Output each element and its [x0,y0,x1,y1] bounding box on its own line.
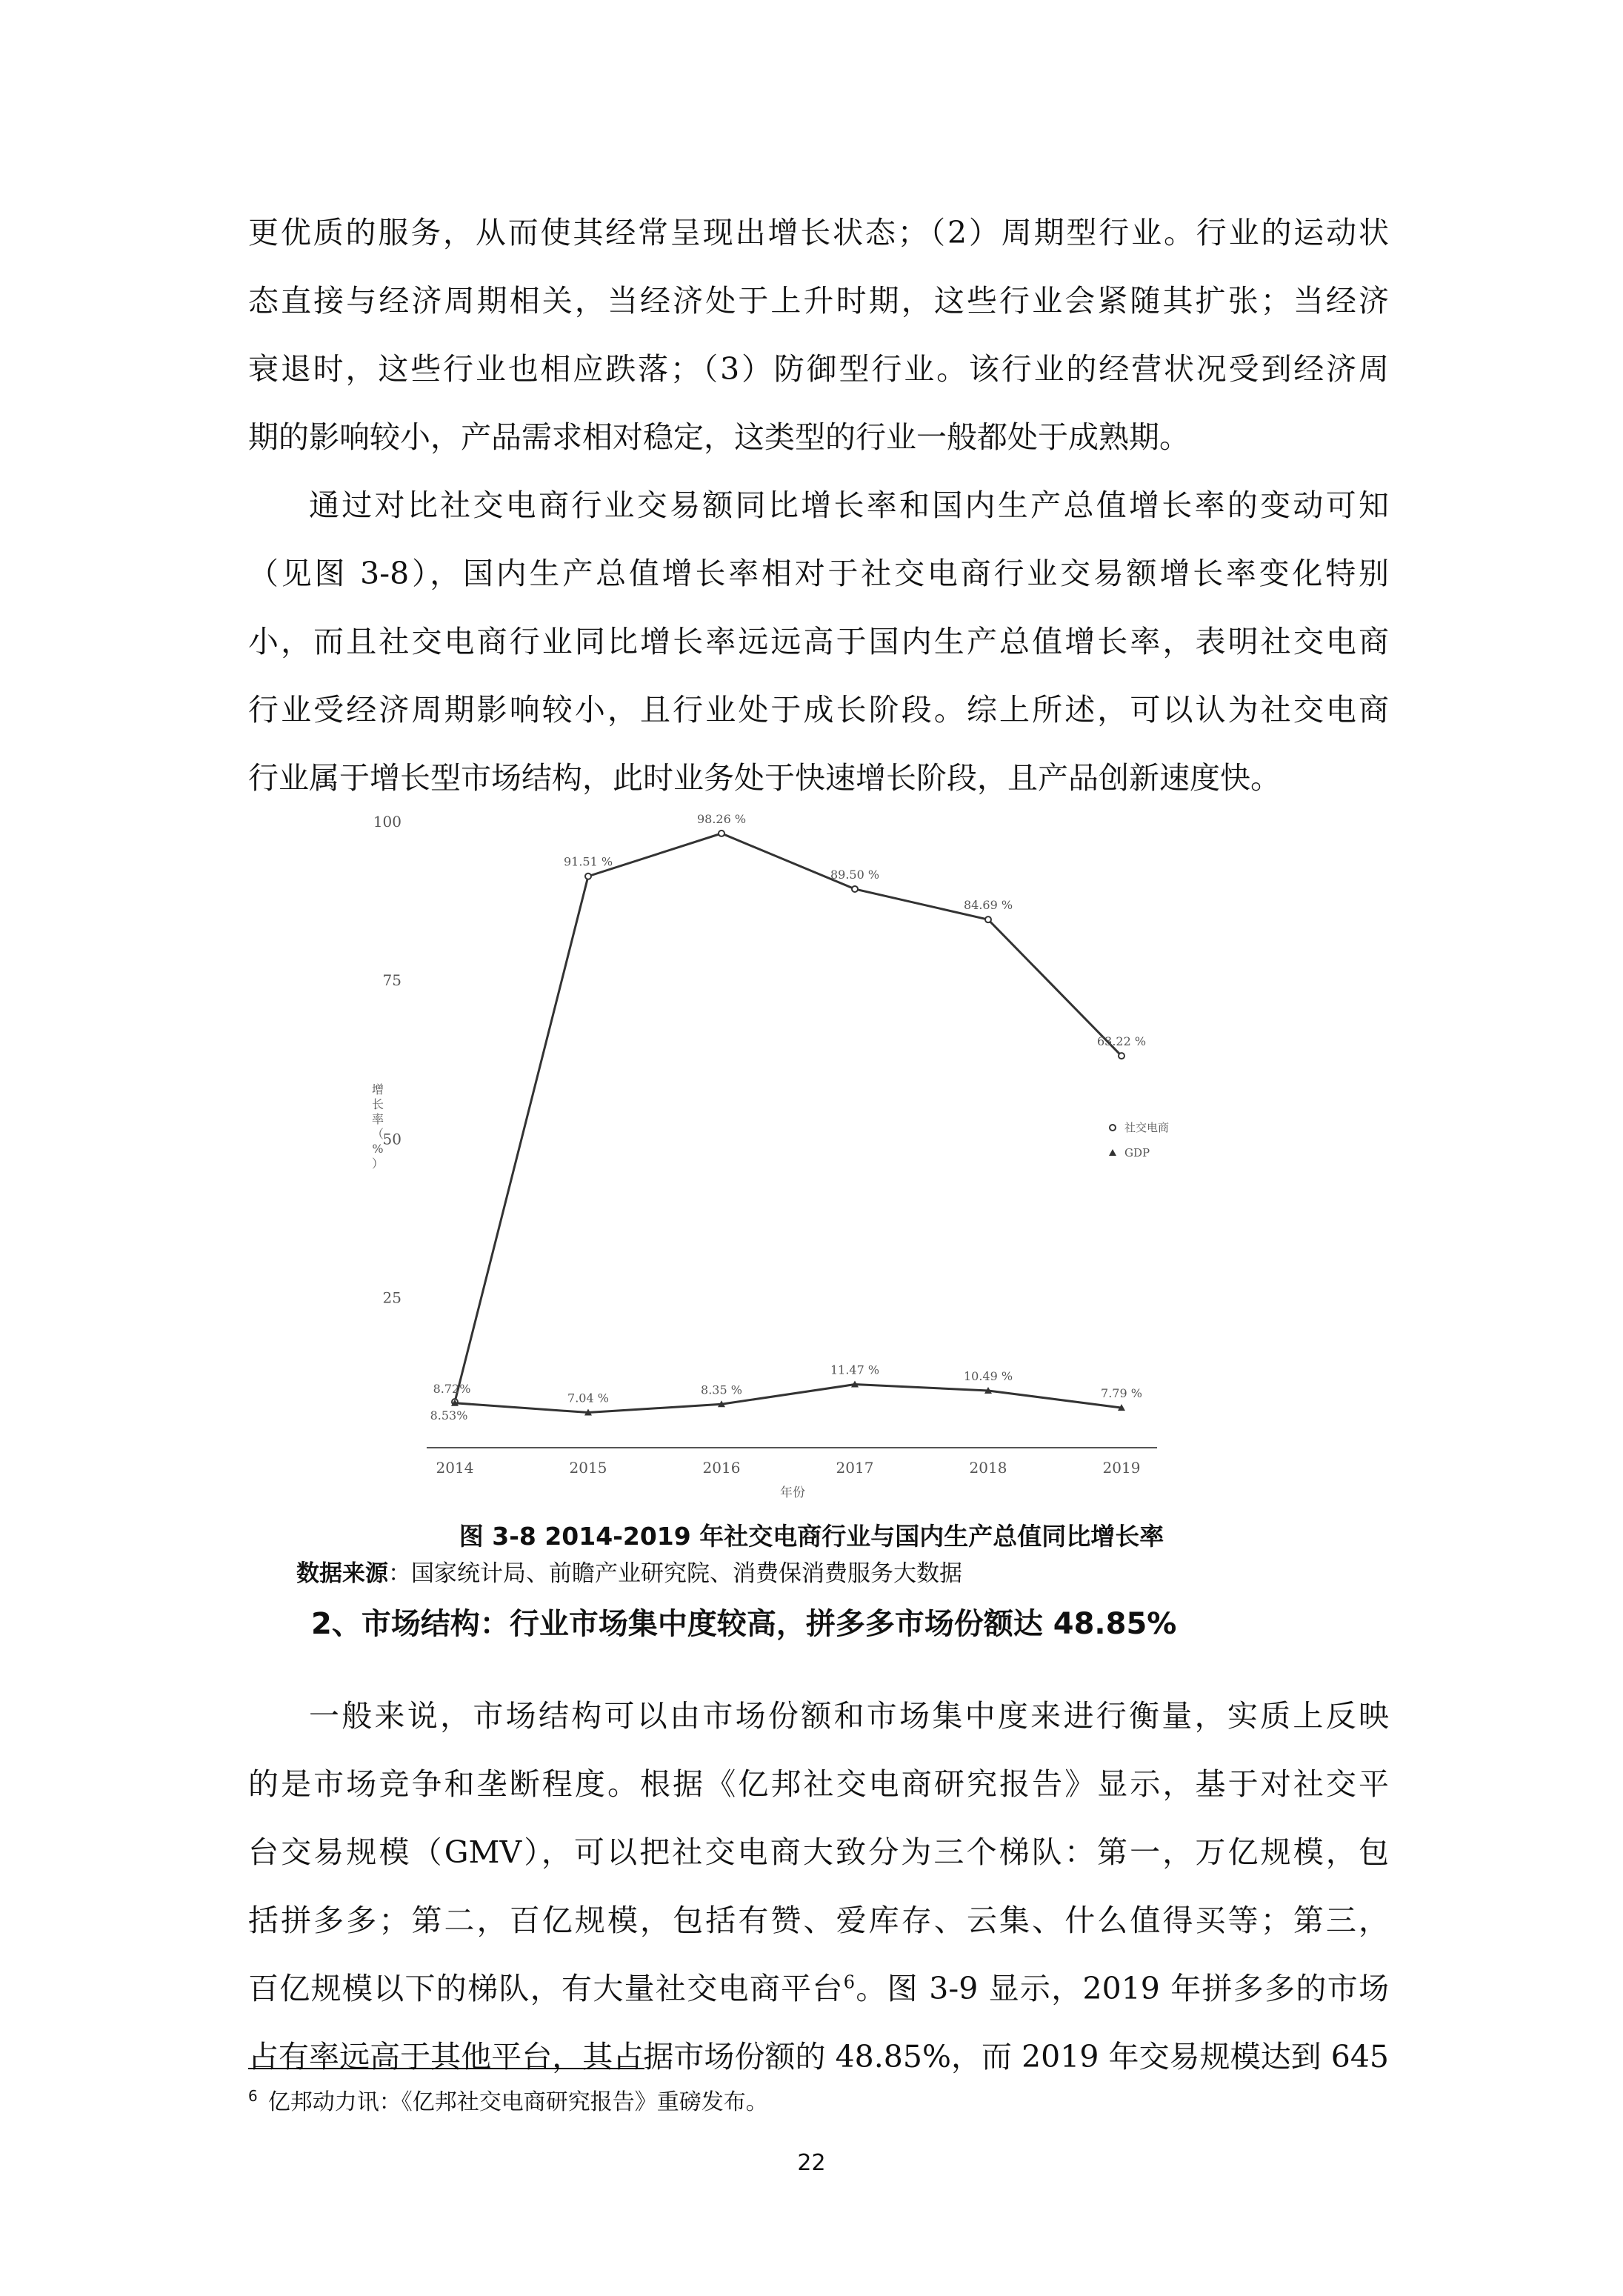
data-label: 8.35 % [701,1382,742,1397]
section-heading: 2、市场结构：行业市场集中度较高，拼多多市场份额达 48.85% [311,1607,1177,1641]
x-tick-label: 2015 [569,1459,607,1477]
data-label: 8.72% [433,1382,471,1397]
x-axis-label: 年份 [780,1485,805,1500]
data-label: 84.69 % [963,898,1013,913]
text-line: 态直接与经济周期相关，当经济处于上升时期，这些行业会紧随其扩张；当经济 [248,283,1389,319]
data-point [585,874,591,879]
data-label: 11.47 % [830,1362,880,1377]
y-axis-label-char: ） [371,1157,384,1171]
data-label: 7.04 % [567,1391,609,1405]
y-axis-label-char: 率 [371,1112,384,1126]
data-label: 63.22 % [1096,1034,1147,1049]
body-paragraph-3 [248,1682,1389,2091]
body-paragraph-2 [248,471,1389,812]
text-line: 小，而且社交电商行业同比增长率远远高于国内生产总值增长率，表明社交电商 [248,624,1389,659]
y-axis-label-char: （ [371,1127,384,1141]
data-label: 7.79 % [1101,1386,1142,1401]
text-line: 衰退时，这些行业也相应跌落；（3）防御型行业。该行业的经营状况受到经济周 [248,351,1389,387]
data-source [296,1554,962,1588]
page-number: 22 [797,2150,826,2176]
footnote [248,2083,768,2116]
legend-marker [1109,1149,1116,1156]
text-line: 更优质的服务，从而使其经常呈现出增长状态；（2）周期型行业。行业的运动状 [248,215,1389,250]
data-point [1119,1053,1124,1059]
legend-marker [1110,1125,1116,1131]
text-line: 括拼多多；第二，百亿规模，包括有赞、爱库存、云集、什么值得买等；第三， [248,1903,1389,1938]
y-axis-ticks [373,813,401,1307]
data-source-text: ：国家统计局、前瞻产业研究院、消费保消费服务大数据 [388,1560,962,1587]
y-tick-label: 25 [382,1288,401,1307]
footnote-reference[interactable]: 6 [843,1971,856,1993]
data-point [852,886,858,892]
data-point [719,831,724,836]
growth-rate-line-chart [356,800,1200,1500]
legend-label: 社交电商 [1124,1121,1170,1134]
footnote-mark: 6 [248,2087,258,2105]
chart-legend [1109,1121,1169,1159]
text-line: 占有率远高于其他平台，其占据市场份额的 48.85%，而 2019 年交易规模达到 645 [248,2039,1389,2074]
data-label: 91.51 % [563,854,613,869]
legend-label: GDP [1124,1146,1150,1159]
x-tick-label: 2017 [836,1459,874,1477]
data-label: 8.53% [430,1408,468,1422]
y-tick-label: 50 [382,1130,401,1148]
text-line: 行业属于增长型市场结构，此时业务处于快速增长阶段，且产品创新速度快。 [248,760,1281,796]
footnote-text: 亿邦动力讯：《亿邦社交电商研究报告》重磅发布。 [267,2089,768,2115]
text-line: 期的影响较小，产品需求相对稳定，这类型的行业一般都处于成熟期。 [248,419,1190,455]
x-tick-label: 2018 [969,1459,1007,1477]
text-fragment: 百亿规模以下的梯队，有大量社交电商平台 [248,1971,844,2006]
y-axis-label [372,1082,384,1171]
series-line [455,833,1122,1402]
x-tick-label: 2019 [1102,1459,1141,1477]
data-point [985,916,991,922]
y-axis-label-char: % [372,1142,384,1156]
y-axis-label-char: 增 [371,1082,384,1097]
y-axis-label-char: 长 [371,1097,384,1111]
text-line [248,1954,1389,2023]
x-axis-ticks [436,1459,1141,1477]
series-line [455,1385,1122,1413]
text-line: 台交易规模（GMV），可以把社交电商大致分为三个梯队：第一，万亿规模，包 [248,1834,1389,1870]
x-tick-label: 2016 [702,1459,741,1477]
text-line: 通过对比社交电商行业交易额同比增长率和国内生产总值增长率的变动可知 [309,488,1389,523]
footnote-divider [248,2068,644,2069]
data-label: 89.50 % [830,867,880,882]
body-paragraph-1 [248,199,1389,471]
data-label: 10.49 % [963,1368,1013,1383]
x-tick-label: 2014 [436,1459,474,1477]
series-layer [430,812,1146,1422]
y-tick-label: 100 [373,813,401,831]
text-line: 一般来说，市场结构可以由市场份额和市场集中度来进行衡量，实质上反映 [309,1698,1389,1734]
data-label: 98.26 % [696,811,747,826]
text-line: （见图 3-8），国内生产总值增长率相对于社交电商行业交易额增长率变化特别 [248,556,1389,591]
text-fragment: 。图 3-9 显示，2019 年拼多多的市场 [855,1971,1390,2006]
text-line: 行业受经济周期影响较小，且行业处于成长阶段。综上所述，可以认为社交电商 [248,692,1389,728]
y-tick-label: 75 [382,971,401,990]
text-line: 的是市场竞争和垄断程度。根据《亿邦社交电商研究报告》显示，基于对社交平 [248,1766,1389,1802]
data-source-label: 数据来源 [296,1560,388,1587]
figure-caption: 图 3-8 2014-2019 年社交电商行业与国内生产总值同比增长率 [459,1522,1164,1551]
